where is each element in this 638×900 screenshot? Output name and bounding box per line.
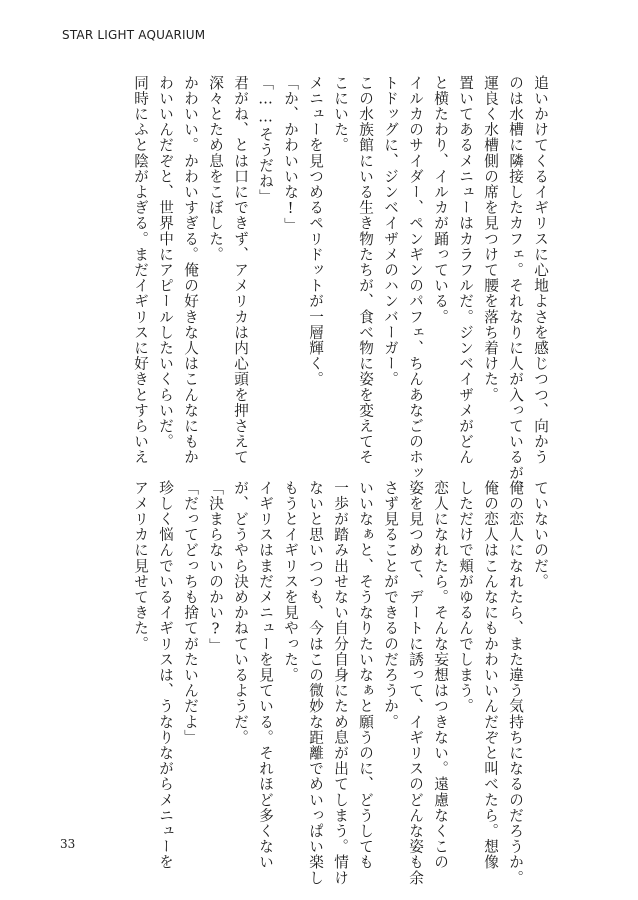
text-column: わいいんだぞと、世界中にアピールしたいくらいだ。	[157, 75, 174, 450]
text-column: 「……そうだね」	[257, 75, 274, 205]
text-column: 深々とため息をこぼした。	[207, 75, 224, 263]
upper-text-block	[120, 75, 550, 497]
running-head-title: STAR LIGHT AQUARIUM	[62, 28, 206, 42]
text-column: 追いかけてくるイギリスに心地よさを感じつつ、向かう	[532, 75, 549, 465]
text-column: ないと思いつつも、今はこの微妙な距離でめいっぱい楽し	[307, 480, 324, 886]
text-column: 一歩が踏み出せない自分自身にため息が出てしまう。情け	[332, 480, 349, 886]
text-column: トドッグに、ジンベイザメのハンバーガー。	[382, 75, 399, 387]
text-column: 「だってどっちも捨てがたいんだよ」	[182, 480, 199, 746]
text-column: 恋人になれたら。そんな妄想はつきない。遠慮なくこの	[432, 480, 449, 870]
text-column: 「決まらないのかい?」	[207, 480, 224, 654]
text-column: 同時にふと陰がよぎる。まだイギリスに好きとすらいえ	[132, 75, 149, 465]
text-column: 姿を見つめて、デートに誘って、イギリスのどんな姿も余	[407, 480, 424, 886]
text-column: 運良く水槽側の席を見つけて腰を落ち着けた。	[482, 75, 499, 403]
text-column: イルカのサイダー、ペンギンのパフェ、ちんあなごのホッ	[407, 75, 424, 481]
text-column: 珍しく悩んでいるイギリスは、うなりながらメニューを	[157, 480, 174, 870]
text-column: かわいい。かわいすぎる。俺の好きな人はこんなにもか	[182, 75, 199, 465]
text-column: いいなぁと、そうなりたいなぁと願うのに、どうしても	[357, 480, 374, 870]
text-column: メニューを見つめるペリドットが一層輝く。	[307, 75, 324, 387]
text-column: 「か、かわいいな!」	[282, 75, 299, 234]
text-column: 俺の恋人になれたら、また違う気持ちになるのだろうか。	[507, 480, 524, 886]
lower-text-block	[120, 480, 550, 886]
page-number: 33	[60, 837, 76, 851]
text-column: が、どうやら決めかねているようだ。	[232, 480, 249, 746]
text-column: しただけで頬がゆるんでしまう。	[457, 480, 474, 714]
text-column: ていないのだ。	[532, 480, 549, 590]
text-column: さず見ることができるのだろうか。	[382, 480, 399, 730]
text-column: こにいた。	[332, 75, 349, 153]
text-column: のは水槽に隣接したカフェ。それなりに人が入っているが、	[507, 75, 524, 497]
text-column: もうとイギリスを見やった。	[282, 480, 299, 683]
text-column: 俺の恋人はこんなにもかわいいんだぞと叫べたら。想像	[482, 480, 499, 870]
text-column: 置いてあるメニューはカラフルだ。ジンベイザメがどん	[457, 75, 474, 465]
text-column: 君がね、とは口にできず、アメリカは内心頭を押さえて	[232, 75, 249, 465]
text-column: イギリスはまだメニューを見ている。それほど多くない	[257, 480, 274, 870]
text-column: この水族館にいる生き物たちが、食べ物に姿を変えてそ	[357, 75, 374, 465]
text-column: と横たわり、イルカが踊っている。	[432, 75, 449, 325]
text-column: アメリカに見せてきた。	[132, 480, 149, 652]
